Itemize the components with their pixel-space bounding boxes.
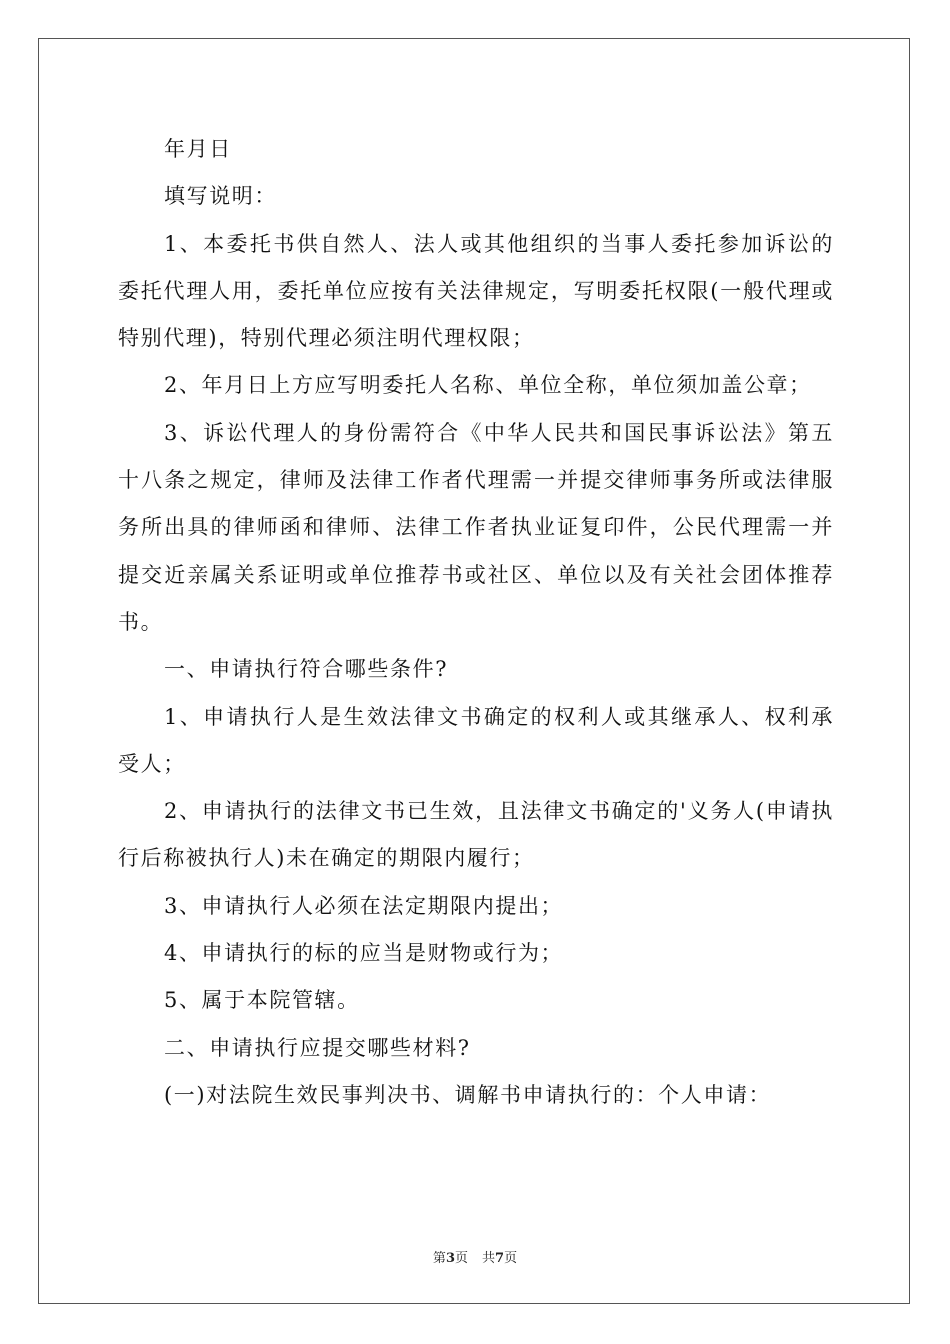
paragraph-date: 年月日 bbox=[164, 137, 232, 161]
paragraph-instruction-3: 3、诉讼代理人的身份需符合《中华人民共和国民事诉讼法》第五十八条之规定，律师及法律工作者代理需一并提交律师事务所或法律服务所出具的律师函和律师、法律工作者执业证复印件，公民代理需一并提交近亲属关系证明或单位推荐书或社区、单位以及有关社会团体推荐书。 bbox=[118, 420, 834, 634]
subsection-1: (一)对法院生效民事判决书、调解书申请执行的：个人申请： bbox=[164, 1082, 772, 1107]
condition-1: 1、申请执行人是生效法律文书确定的权利人或其继承人、权利承受人； bbox=[118, 704, 834, 776]
section-heading-2: 二、申请执行应提交哪些材料? bbox=[164, 1035, 471, 1060]
page-suffix: 页 bbox=[454, 1251, 468, 1266]
total-pages: 7 bbox=[495, 1251, 505, 1266]
paragraph-instruction-2: 2、年月日上方应写明委托人名称、单位全称，单位须加盖公章； bbox=[164, 373, 812, 398]
total-prefix: 共 bbox=[482, 1251, 496, 1266]
condition-3: 3、申请执行人必须在法定期限内提出； bbox=[164, 893, 564, 918]
section-heading-1: 一、申请执行符合哪些条件? bbox=[164, 657, 449, 682]
total-suffix: 页 bbox=[504, 1251, 518, 1266]
condition-2: 2、申请执行的法律文书已生效，且法律文书确定的'义务人(申请执行后称被执行人)未在确定的期限内履行； bbox=[118, 799, 834, 871]
page-prefix: 第 bbox=[432, 1251, 446, 1266]
condition-5: 5、属于本院管辖。 bbox=[164, 988, 360, 1013]
paragraph-instructions-heading: 填写说明： bbox=[164, 184, 277, 209]
paragraph-instruction-1: 1、本委托书供自然人、法人或其他组织的当事人委托参加诉讼的委托代理人用，委托单位应按有关法律规定，写明委托权限(一般代理或特别代理)，特别代理必须注明代理权限； bbox=[118, 231, 834, 351]
page-footer bbox=[0, 1247, 950, 1266]
condition-4: 4、申请执行的标的应当是财物或行为； bbox=[164, 941, 564, 966]
document-body bbox=[118, 126, 834, 1119]
page-number: 3 bbox=[445, 1251, 455, 1266]
